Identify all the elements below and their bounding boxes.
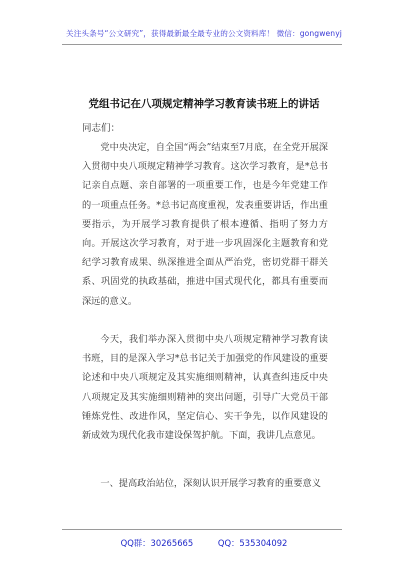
document-title: 党组书记在八项规定精神学习教育读书班上的讲话	[88, 98, 320, 110]
section-heading-1: 一、提高政治站位，深刻认识开展学习教育的重要意义	[100, 478, 321, 489]
footer-contact	[0, 537, 408, 549]
paragraph-2: 今天，我们举办深入贯彻中央八项规定精神学习教育读书班，目的是深入学习*总书记关于加强党的作风建设的重要论述和中央八项规定及其实施细则精神，认真查纠违反中央八项规定及其实施细则精神的突出问题，引导广大党员干部锤炼党性、改进作风，坚定信心、实干争先，以作风建设的新成效为现代化我市建设保驾护航。下面，我讲几点意见。	[82, 334, 328, 442]
paragraph-1: 党中央决定，自全国“两会”结束至7月底，在全党开展深入贯彻中央八项规定精神学习教育。这次学习教育，是*总书记亲自点题、亲自部署的一项重要工作，也是今年党建工作的一项重点任务。*总书记高度重视，发表重要讲话，作出重要指示，为开展学习教育提供了根本遵循、指明了努力方向。开展这次学习教育，对于进一步巩固深化主题教育和党纪学习教育成果、纵深推进全面从严治党，密切党群干群关系、巩固党的执政基础，推进中国式现代化，都具有重要而深远的意义。	[82, 142, 328, 307]
header-divider	[62, 44, 342, 45]
qq-group-number: QQ群：30265665	[120, 538, 194, 548]
header-promo-note: 关注头条号“公文研究”，获得最新最全最专业的公文资料库！ 微信：gongwenyj	[66, 29, 342, 38]
qq-number: QQ：535304092	[217, 538, 288, 548]
salutation: 同志们：	[82, 123, 121, 134]
footer-divider	[62, 529, 342, 530]
